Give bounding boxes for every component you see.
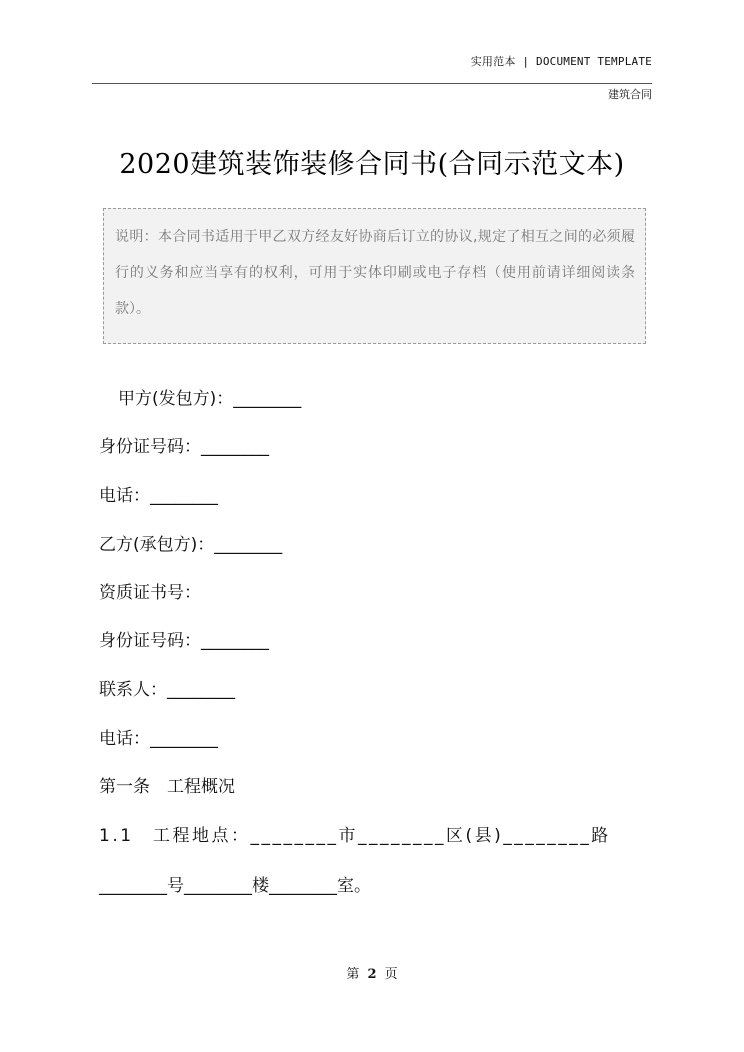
- document-title: 2020建筑装饰装修合同书(合同示范文本): [119, 149, 625, 180]
- clause-1-1-line1: 1.1 工程地点：________市________区(县)________路: [99, 826, 611, 846]
- header-top-label: 实用范本 | DOCUMENT TEMPLATE: [470, 55, 652, 68]
- clause-1-1-line2: ________号________楼________室。: [99, 876, 371, 896]
- note-box: [103, 208, 646, 344]
- field-phone-b: 电话：________: [99, 729, 218, 749]
- page-number: 2: [367, 967, 377, 982]
- field-id-a: 身份证号码：________: [99, 437, 269, 457]
- field-id-b: 身份证号码：________: [99, 631, 269, 651]
- page-footer: [0, 963, 744, 982]
- field-phone-a: 电话：________: [99, 486, 218, 506]
- field-contact: 联系人：________: [99, 680, 235, 700]
- note-text: 说明：本合同书适用于甲乙双方经友好协商后订立的协议,规定了相互之间的必须履行的义务和应当享有的权利，可用于实体印刷或电子存档（使用前请详细阅读条款）。: [115, 229, 635, 317]
- article1-heading: 第一条 工程概况: [99, 777, 235, 797]
- field-qualification: 资质证书号：: [99, 583, 201, 603]
- header-divider: [92, 83, 652, 84]
- header-category: 建筑合同: [608, 88, 652, 101]
- field-party-b: 乙方(承包方)：________: [99, 535, 283, 555]
- footer-suffix: 页: [384, 967, 398, 982]
- field-party-a: 甲方(发包方)：________: [118, 389, 302, 409]
- footer-prefix: 第: [346, 967, 360, 982]
